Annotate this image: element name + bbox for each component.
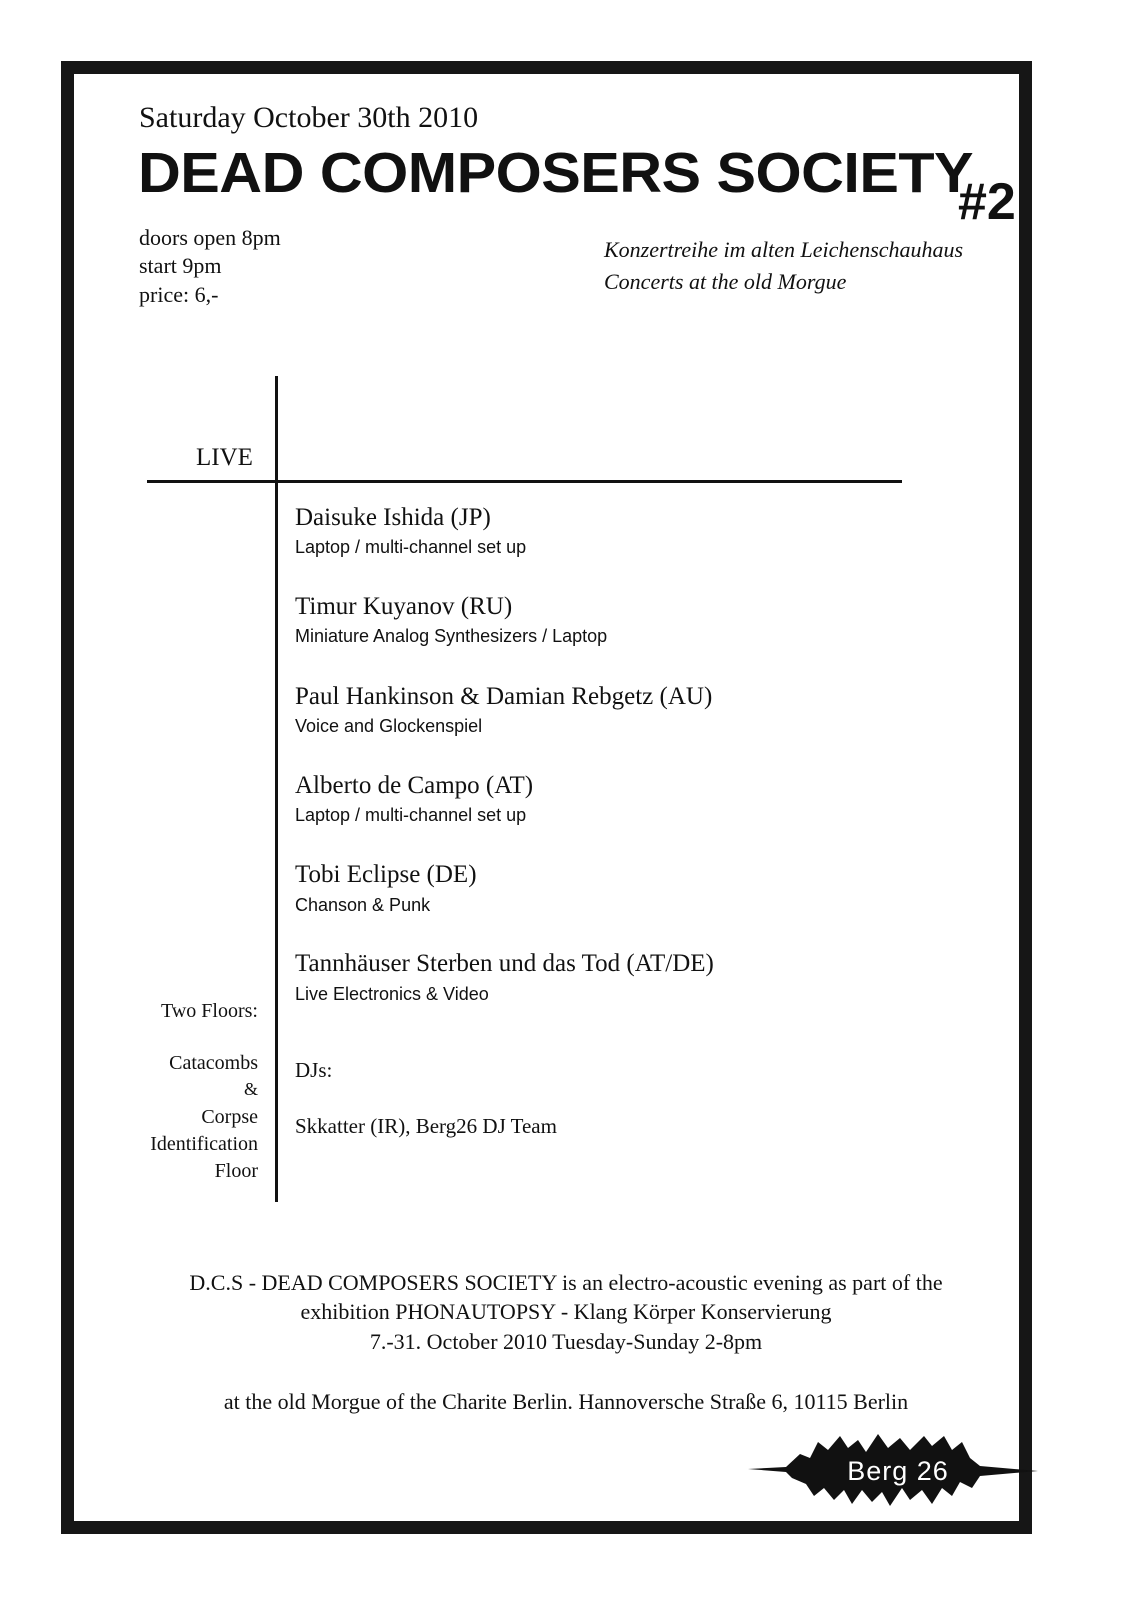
- artist-desc: Miniature Analog Synthesizers / Laptop: [295, 626, 608, 646]
- event-date: Saturday October 30th 2010: [139, 101, 479, 134]
- floors-heading: Two Floors:: [161, 1000, 258, 1022]
- artist-name: Tannhäuser Sterben und das Tod (AT/DE): [295, 950, 714, 977]
- artist-desc: Chanson & Punk: [295, 895, 431, 915]
- artist-desc: Laptop / multi-channel set up: [295, 537, 527, 557]
- logo-text: Berg 26: [847, 1456, 949, 1486]
- tagline-german: Konzertreihe im alten Leichenschauhaus: [604, 237, 964, 262]
- event-title: DEAD COMPOSERS SOCIETY: [138, 141, 974, 205]
- berg26-logo: [748, 1430, 1038, 1510]
- price: price: 6,-: [139, 282, 219, 307]
- artist-desc: Laptop / multi-channel set up: [295, 805, 527, 825]
- footer-line: exhibition PHONAUTOPSY - Klang Körper Konservierung: [300, 1299, 832, 1324]
- artist-name: Daisuke Ishida (JP): [295, 504, 491, 531]
- live-label: LIVE: [196, 444, 253, 471]
- artist-name: Paul Hankinson & Damian Rebgetz (AU): [295, 683, 713, 710]
- floor-line: Catacombs: [169, 1052, 258, 1074]
- artist-name: Alberto de Campo (AT): [295, 772, 534, 799]
- artist-name: Timur Kuyanov (RU): [295, 593, 513, 620]
- vertical-divider: [275, 376, 278, 1202]
- floor-line: Identification: [150, 1133, 258, 1155]
- floor-line: &: [243, 1079, 258, 1099]
- tagline-english: Concerts at the old Morgue: [604, 269, 847, 294]
- artist-name: Tobi Eclipse (DE): [295, 861, 477, 888]
- floor-line: Floor: [214, 1160, 258, 1182]
- event-number: #2: [958, 173, 1016, 231]
- footer-address: at the old Morgue of the Charite Berlin. Hannoversche Straße 6, 10115 Berlin: [223, 1389, 909, 1414]
- djs-label: DJs:: [295, 1058, 333, 1082]
- start-time: start 9pm: [139, 253, 222, 278]
- artist-desc: Voice and Glockenspiel: [295, 716, 483, 736]
- footer-line: 7.-31. October 2010 Tuesday-Sunday 2-8pm: [369, 1329, 763, 1354]
- djs-names: Skkatter (IR), Berg26 DJ Team: [295, 1114, 557, 1138]
- horizontal-divider: [147, 480, 902, 483]
- footer-line: D.C.S - DEAD COMPOSERS SOCIETY is an electro-acoustic evening as part of the: [189, 1270, 943, 1295]
- doors-open: doors open 8pm: [139, 225, 281, 250]
- artist-desc: Live Electronics & Video: [295, 984, 489, 1004]
- floor-line: Corpse: [201, 1106, 258, 1128]
